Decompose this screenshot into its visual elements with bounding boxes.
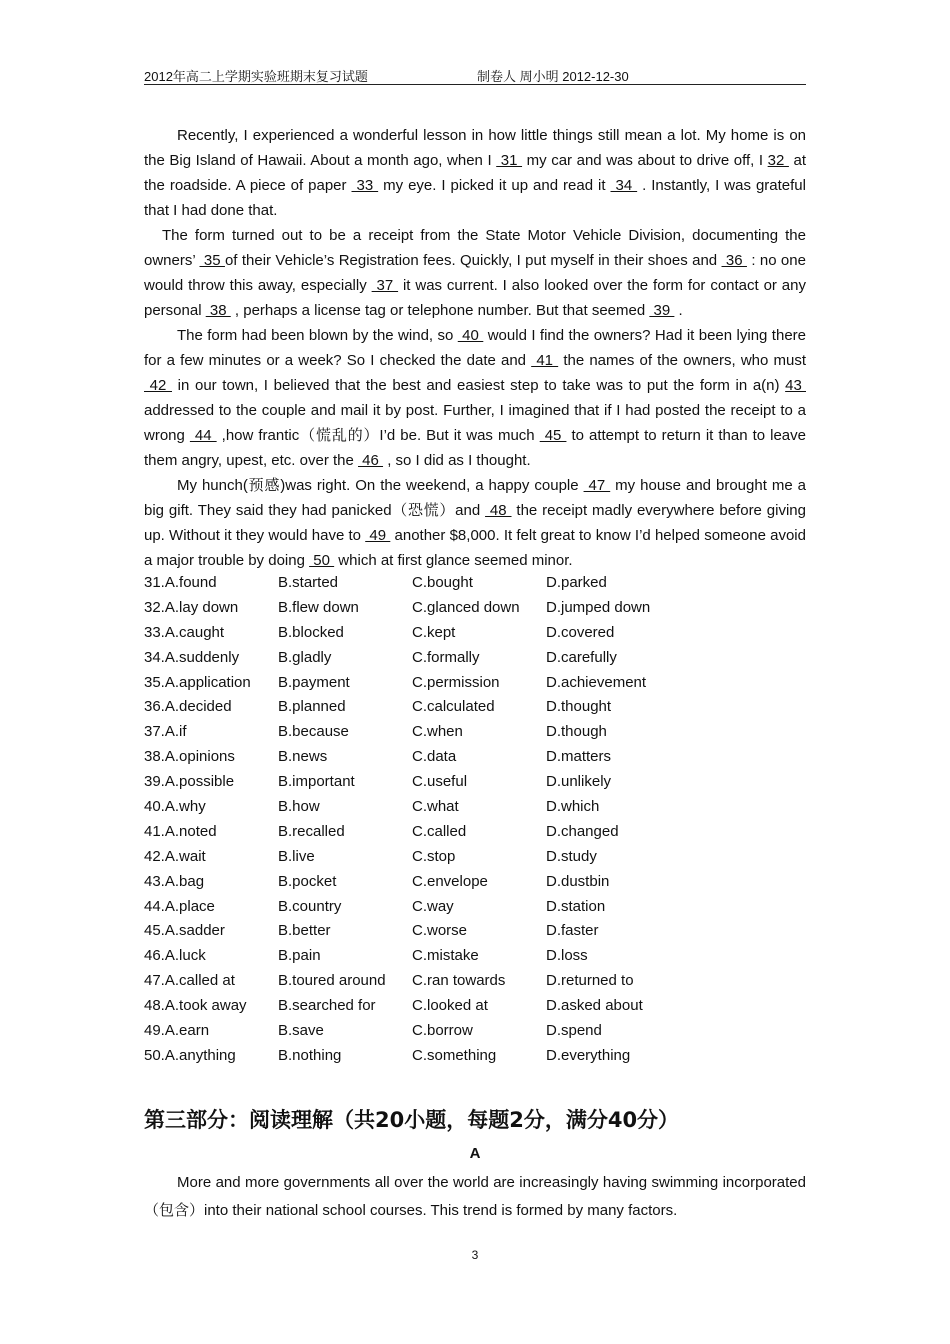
passage-paragraph-4 <box>144 473 806 573</box>
option-c: C.way <box>412 897 454 915</box>
option-row <box>144 720 806 745</box>
option-a: 46.A.luck <box>144 947 206 965</box>
option-a: 34.A.suddenly <box>144 648 240 666</box>
option-d: D.carefully <box>546 648 617 666</box>
text-run: The form turned out to be a receipt from the State Motor Vehicle Division, documenting the owners’ <box>144 227 806 269</box>
text-run: . <box>674 302 683 319</box>
blank-48: 48 <box>485 502 512 519</box>
text-run: to attempt to return it than to leave them angry, upest, etc. over the <box>144 427 806 469</box>
text-run: in our town, I believed that the best and easiest step to take was to put the form in a(n) <box>172 377 786 394</box>
option-a: 37.A.if <box>144 723 187 741</box>
reading-part-label: A <box>469 1145 481 1162</box>
option-d: D.matters <box>546 748 612 766</box>
blank-35: 35 <box>199 252 225 269</box>
option-row <box>144 596 806 621</box>
option-a: 43.A.bag <box>144 872 205 890</box>
option-c: C.kept <box>412 623 456 641</box>
option-a: 31.A.found <box>144 574 217 591</box>
blank-39: 39 <box>649 302 675 319</box>
option-a: 38.A.opinions <box>144 748 235 766</box>
text-run: my house and brought me a big gift. They said they had panicked（恐慌）and <box>144 477 806 519</box>
option-a: 41.A.noted <box>144 822 217 840</box>
blank-36: 36 <box>721 252 747 269</box>
option-c: C.permission <box>412 673 500 691</box>
option-row <box>144 745 806 770</box>
option-b: B.recalled <box>278 822 345 840</box>
blank-49: 49 <box>365 527 391 544</box>
option-row <box>144 820 806 845</box>
blank-50: 50 <box>309 552 335 569</box>
option-d: D.spend <box>546 1022 602 1040</box>
blank-46: 46 <box>358 452 384 469</box>
text-run: , perhaps a license tag or telephone number. But that seemed <box>230 302 650 319</box>
option-a: 47.A.called at <box>144 972 235 990</box>
option-d: D.study <box>546 847 597 865</box>
option-row <box>144 571 806 596</box>
option-row <box>144 621 806 646</box>
option-a: 33.A.caught <box>144 623 225 641</box>
option-a: 50.A.anything <box>144 1046 236 1064</box>
text-run: My hunch(预感)was right. On the weekend, a happy couple <box>177 477 584 494</box>
option-b: B.planned <box>278 698 346 716</box>
text-run: another $8,000. It felt great to know I’d helped someone avoid a major trouble by doing <box>144 527 806 569</box>
text-run: . Instantly, I was grateful that I had done that. <box>144 177 806 219</box>
option-a: 35.A.application <box>144 673 251 691</box>
option-c: C.calculated <box>412 698 495 716</box>
option-c: C.something <box>412 1046 497 1064</box>
option-d: D.thought <box>546 698 612 716</box>
blank-34: 34 <box>610 177 638 194</box>
option-d: D.asked about <box>546 997 643 1015</box>
reading-passage-a <box>144 1169 806 1225</box>
option-b: B.started <box>278 574 339 591</box>
option-b: B.news <box>278 748 328 766</box>
text-run: my car and was about to drive off, I <box>522 152 768 169</box>
option-d: D.everything <box>546 1046 631 1064</box>
passage-paragraph-1 <box>144 123 806 223</box>
section-title: 第三部分：阅读理解（共20小题，每题2分，满分40分） <box>144 1108 680 1132</box>
option-b: B.country <box>278 897 342 915</box>
page-number: 3 <box>471 1248 479 1262</box>
option-c: C.mistake <box>412 947 479 965</box>
option-a: 39.A.possible <box>144 773 235 791</box>
option-d: D.achievement <box>546 673 647 691</box>
option-a: 45.A.sadder <box>144 922 225 940</box>
option-row <box>144 845 806 870</box>
option-c: C.data <box>412 748 457 766</box>
option-row <box>144 671 806 696</box>
blank-41: 41 <box>531 352 559 369</box>
option-d: D.changed <box>546 822 619 840</box>
header-exam-title: 2012年高二上学期实验班期末复习试题 <box>144 69 368 84</box>
option-c: C.formally <box>412 648 480 666</box>
option-b: B.important <box>278 773 355 791</box>
text-run: : no one would throw this away, especially <box>144 252 806 294</box>
text-run: at the roadside. A piece of paper <box>144 152 806 194</box>
option-a: 42.A.wait <box>144 847 206 865</box>
text-run: ,how frantic（慌乱的）I’d be. But it was much <box>216 427 540 444</box>
option-a: 44.A.place <box>144 897 215 915</box>
blank-40: 40 <box>457 327 484 344</box>
passage-paragraph-3 <box>144 323 806 473</box>
option-b: B.gladly <box>278 648 332 666</box>
option-d: D.returned to <box>546 972 634 990</box>
option-c: C.worse <box>412 922 468 940</box>
option-b: B.blocked <box>278 623 344 641</box>
option-d: D.jumped down <box>546 598 651 616</box>
option-row <box>144 919 806 944</box>
option-d: D.covered <box>546 623 615 641</box>
text-run: of their Vehicle’s Registration fees. Quickly, I put myself in their shoes and <box>224 252 722 269</box>
header-author-date: 制卷人 周小明 2012-12-30 <box>477 69 629 84</box>
blank-37: 37 <box>371 277 399 294</box>
text-run: the receipt madly everywhere before giving up. Without it they would have to <box>144 502 806 544</box>
option-c: C.borrow <box>412 1022 473 1040</box>
text-run: which at first glance seemed minor. <box>334 552 573 569</box>
option-c: C.bought <box>412 574 473 591</box>
option-row <box>144 969 806 994</box>
page-header <box>144 66 806 85</box>
answer-options <box>144 571 806 1069</box>
text-run: , so I did as I thought. <box>383 452 531 469</box>
option-d: D.parked <box>546 574 607 591</box>
option-row <box>144 1019 806 1044</box>
blank-38: 38 <box>205 302 231 319</box>
option-d: D.unlikely <box>546 773 612 791</box>
option-d: D.station <box>546 897 606 915</box>
option-b: B.flew down <box>278 598 359 616</box>
option-b: B.how <box>278 798 320 816</box>
option-c: C.looked at <box>412 997 488 1015</box>
option-a: 36.A.decided <box>144 698 232 716</box>
passage-paragraph-2 <box>144 223 806 323</box>
blank-32: 32 <box>767 152 789 169</box>
option-c: C.when <box>412 723 463 741</box>
option-d: D.though <box>546 723 607 741</box>
text-run: Recently, I experienced a wonderful lesson in how little things still mean a lot. My home is on the Big Island of Hawaii. About a month ago, when I <box>144 127 806 169</box>
option-row <box>144 795 806 820</box>
option-c: C.stop <box>412 847 456 865</box>
blank-42: 42 <box>144 377 172 394</box>
option-b: B.payment <box>278 673 350 691</box>
blank-43: 43 <box>785 377 806 394</box>
option-b: B.searched for <box>278 997 376 1015</box>
option-row <box>144 646 806 671</box>
option-d: D.loss <box>546 947 588 965</box>
text-run: addressed to the couple and mail it by post. Further, I imagined that if I had posted the receipt to a wrong <box>144 402 806 444</box>
blank-33: 33 <box>351 177 379 194</box>
option-c: C.glanced down <box>412 598 520 616</box>
option-d: D.which <box>546 798 600 816</box>
option-row <box>144 1044 806 1069</box>
option-row <box>144 695 806 720</box>
option-c: C.called <box>412 822 467 840</box>
blank-31: 31 <box>496 152 523 169</box>
option-b: B.because <box>278 723 349 741</box>
option-b: B.better <box>278 922 331 940</box>
blank-45: 45 <box>539 427 567 444</box>
blank-47: 47 <box>583 477 611 494</box>
text-run: The form had been blown by the wind, so <box>177 327 458 344</box>
option-row <box>144 870 806 895</box>
text-run: it was current. I also looked over the form for contact or any personal <box>144 277 806 319</box>
option-b: B.live <box>278 847 315 865</box>
option-a: 40.A.why <box>144 798 206 816</box>
text-run: my eye. I picked it up and read it <box>378 177 611 194</box>
text-run: the names of the owners, who must <box>558 352 807 369</box>
option-b: B.pain <box>278 947 321 965</box>
option-a: 49.A.earn <box>144 1022 210 1040</box>
option-c: C.useful <box>412 773 468 791</box>
reading-paragraph: More and more governments all over the world are increasingly having swimming incorporated（包含）into their national school courses. This trend is formed by many factors. <box>144 1174 806 1219</box>
option-d: D.dustbin <box>546 872 610 890</box>
option-row <box>144 994 806 1019</box>
option-d: D.faster <box>546 922 599 940</box>
option-b: B.toured around <box>278 972 386 990</box>
option-row <box>144 895 806 920</box>
text-run: would I find the owners? Had it been lying there for a few minutes or a week? So I checked the date and <box>144 327 806 369</box>
option-a: 32.A.lay down <box>144 598 239 616</box>
option-row <box>144 944 806 969</box>
option-c: C.ran towards <box>412 972 506 990</box>
option-b: B.nothing <box>278 1046 342 1064</box>
blank-44: 44 <box>189 427 217 444</box>
cloze-passage <box>144 123 806 573</box>
option-b: B.pocket <box>278 872 337 890</box>
option-a: 48.A.took away <box>144 997 247 1015</box>
option-row <box>144 770 806 795</box>
option-b: B.save <box>278 1022 324 1040</box>
option-c: C.envelope <box>412 872 488 890</box>
option-c: C.what <box>412 798 459 816</box>
